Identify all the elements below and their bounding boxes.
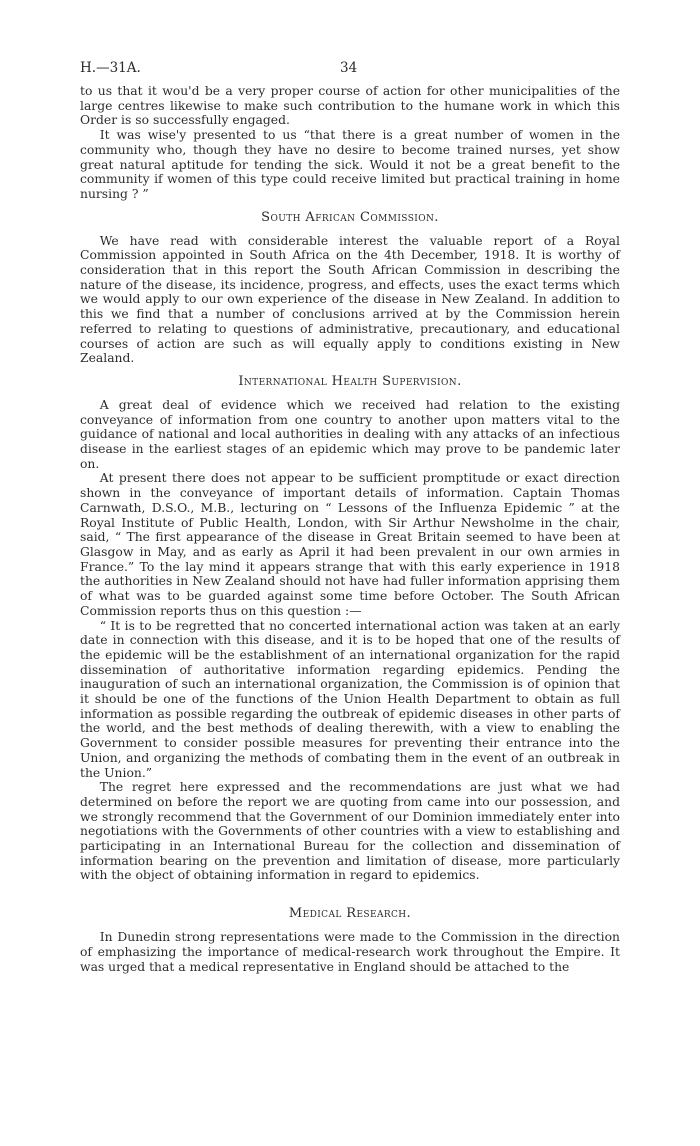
paragraph: A great deal of evidence which we received had relation to the existing conveyance of information from one country to another upon matters vital to the guidance of national and local authorities in dealing with any attacks of an infectious disease in the earliest stages of an epidemic which may prove to be pandemic later on. (80, 397, 620, 471)
page-number: 34 (340, 60, 358, 76)
page-header (80, 60, 620, 78)
report-reference: H.—31A. (80, 60, 141, 76)
paragraph: At present there does not appear to be sufficient promptitude or exact direction shown in the conveyance of important details of information. Captain Thomas Carnwath, D.S.O., M.B., lecturing on “ Lessons of the Influenza Epidemic ” at the Royal Institute of Public Health, London, with Sir Arthur Newsholme in the chair, said, “ The first appearance of the disease in Great Britain seemed to have been at Glasgow in May, and as early as April it had been prevalent in our own armies in France.” To the lay mind it appears strange that with this early experience in 1918 the authorities in New Zealand should not have had fuller information apprising them of what was to be guarded against some time before October. The South African Commission reports thus on this question :— (80, 471, 620, 618)
quoted-paragraph: “ It is to be regretted that no concerted international action was taken at an early date in connection with this disease, and it is to be hoped that one of the results of the epidemic will be the establishment of an international organization for the rapid dissemination of authoritative information regarding epidemics. Pending the inauguration of such an international organization, the Commission is of opinion that it should be one of the functions of the Union Health Department to obtain as full information as possible regarding the outbreak of epidemic diseases in other parts of the world, and the best methods of dealing therewith, with a view to enabling the Government to consider possible measures for preventing their entrance into the Union, and organizing the methods of combating them in the event of an outbreak in the Union.” (80, 618, 620, 780)
page-body (80, 84, 620, 974)
section-heading-international-health-supervision: International Health Supervision. (238, 373, 462, 389)
paragraph: It was wise'y presented to us “that there is a great number of women in the community who, though they have no desire to become trained nurses, yet show great natural aptitude for tending the sick. Would it not be a great benefit to the community if women of this type could receive limited but practical training in home nursing ? ” (80, 128, 620, 201)
paragraph: The regret here expressed and the recommendations are just what we had determined on before the report we are quoting from came into our possession, and we strongly recommend that the Government of our Dominion immediately enter into negotiations with the Governments of other countries with a view to establishing and participating in an International Bureau for the collection and dissemination of information bearing on the prevention and limitation of disease, more particularly with the object of obtaining information in regard to epidemics. (80, 780, 620, 883)
section-heading-south-african-commission: South African Commission. (261, 209, 439, 225)
paragraph: In Dunedin strong representations were made to the Commission in the direction of emphasizing the importance of medical-research work throughout the Empire. It was urged that a medical representative in England should be attached to the (80, 930, 620, 974)
paragraph: We have read with considerable interest the valuable report of a Royal Commission appointed in South Africa on the 4th December, 1918. It is worthy of consideration that in this report the South African Commission in describing the nature of the disease, its incidence, progress, and effects, uses the exact terms which we would apply to our own experience of the disease in New Zealand. In addition to this we find that a number of conclusions arrived at by the Commission herein referred to relating to questions of administrative, precautionary, and educational courses of action are such as will equally apply to conditions existing in New Zealand. (80, 233, 620, 366)
section-heading-medical-research: Medical Research. (288, 906, 412, 922)
paragraph: to us that it wou'd be a very proper course of action for other municipalities of the large centres likewise to make such contribution to the humane work in which this Order is so successfully engaged. (80, 84, 620, 128)
